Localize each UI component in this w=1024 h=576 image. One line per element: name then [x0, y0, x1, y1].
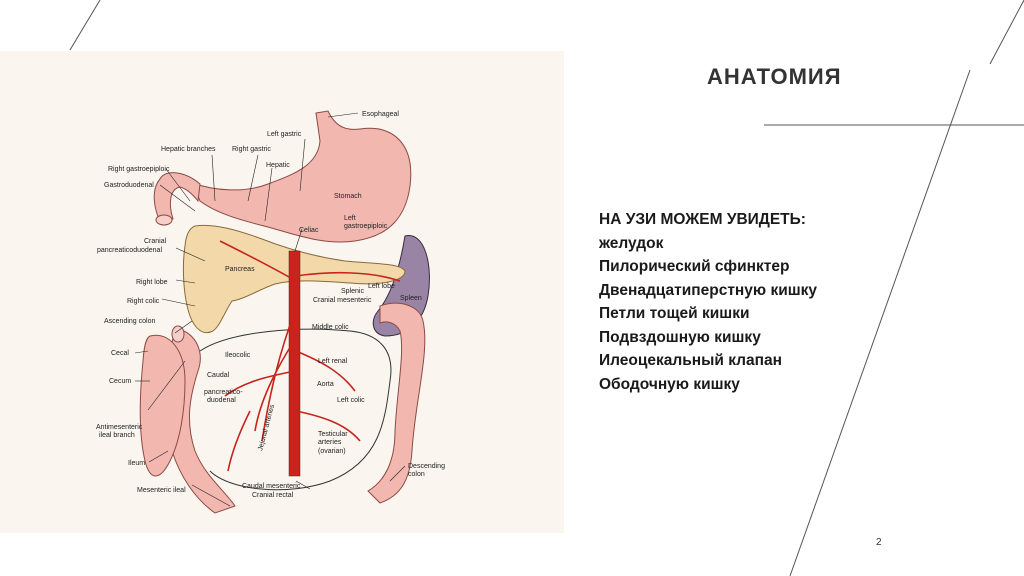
label-left-lobe: Left lobe — [368, 283, 395, 290]
label-ascending-colon: Ascending colon — [104, 318, 156, 325]
list-item: Петли тощей кишки — [599, 305, 750, 322]
label-cecum: Cecum — [109, 378, 132, 385]
label-left-gastric: Left gastric — [267, 131, 302, 138]
label-jejunal-arteries: Jejunal arteries — [257, 403, 277, 452]
list-item: Ободочную кишку — [599, 375, 740, 393]
label-pancreas: Pancreas — [225, 266, 255, 273]
list-item: Илеоцекальный клапан — [599, 352, 782, 369]
label-ovarian: (ovarian) — [318, 448, 346, 455]
content-heading: НА УЗИ МОЖЕМ УВИДЕТЬ: — [599, 211, 806, 228]
label-hepatic: Hepatic — [266, 162, 290, 169]
page-number: 2 — [876, 537, 882, 548]
label-esophageal: Esophageal — [362, 111, 399, 118]
content-list — [599, 208, 817, 396]
label-mesenteric-ileal: Mesenteric ileal — [137, 487, 186, 494]
label-right-gastroepiploic: Right gastroepiploic — [108, 166, 170, 173]
duodenum-shape — [154, 173, 200, 221]
list-item: Пилорический сфинктер — [599, 258, 790, 275]
label-gastroduodenal: Gastroduodenal — [104, 182, 154, 189]
label-right-gastric: Right gastric — [232, 146, 271, 153]
label-caudal-mesenteric: Caudal mesenteric — [242, 483, 301, 490]
label-spleen: Spleen — [400, 295, 422, 302]
label-pancreaticoduodenal: pancreaticoduodenal — [97, 247, 162, 254]
list-item: Двенадцатиперстную кишку — [599, 281, 818, 299]
label-splenic: Splenic — [341, 288, 364, 295]
label-cranial: Cranial — [144, 238, 167, 245]
label-pancreatico: pancreatico- — [204, 389, 243, 396]
label-stomach: Stomach — [334, 193, 362, 200]
aorta-shape — [289, 251, 300, 476]
label-ileum: Ileum — [128, 460, 146, 467]
label-left-renal: Left renal — [318, 358, 348, 365]
label-caudal: Caudal — [207, 372, 230, 379]
anatomy-diagram — [0, 51, 564, 533]
label-descending: Descending — [408, 463, 445, 470]
slide-title: АНАТОМИЯ — [707, 64, 842, 89]
label-ileal-branch: ileal branch — [99, 432, 135, 439]
list-item: Подвздошную кишку — [599, 328, 761, 346]
label-celiac: Celiac — [299, 227, 319, 234]
label-cecal: Cecal — [111, 350, 129, 357]
label-duodenal: duodenal — [207, 397, 236, 404]
label-right-colic: Right colic — [127, 298, 160, 305]
label-aorta: Aorta — [317, 381, 334, 388]
label-right-lobe: Right lobe — [136, 279, 168, 286]
label-left: Left — [344, 215, 356, 222]
label-arteries: arteries — [318, 439, 342, 446]
label-hepatic-branches: Hepatic branches — [161, 146, 216, 153]
label-colon: colon — [408, 471, 425, 478]
label-cranial-rectal: Cranial rectal — [252, 492, 294, 499]
label-cranial-mesenteric: Cranial mesenteric — [313, 297, 372, 304]
list-item: желудок — [599, 234, 664, 252]
colon-opening — [172, 326, 184, 342]
label-antimesenteric: Antimesenteric — [96, 424, 143, 431]
label-ileocolic: Ileocolic — [225, 352, 251, 359]
label-middle-colic: Middle colic — [312, 324, 349, 331]
label-left-colic: Left colic — [337, 397, 365, 404]
label-gastroepiploic: gastroepiploic — [344, 223, 388, 230]
label-testicular: Testicular — [318, 431, 348, 438]
duodenum-opening — [156, 215, 172, 225]
